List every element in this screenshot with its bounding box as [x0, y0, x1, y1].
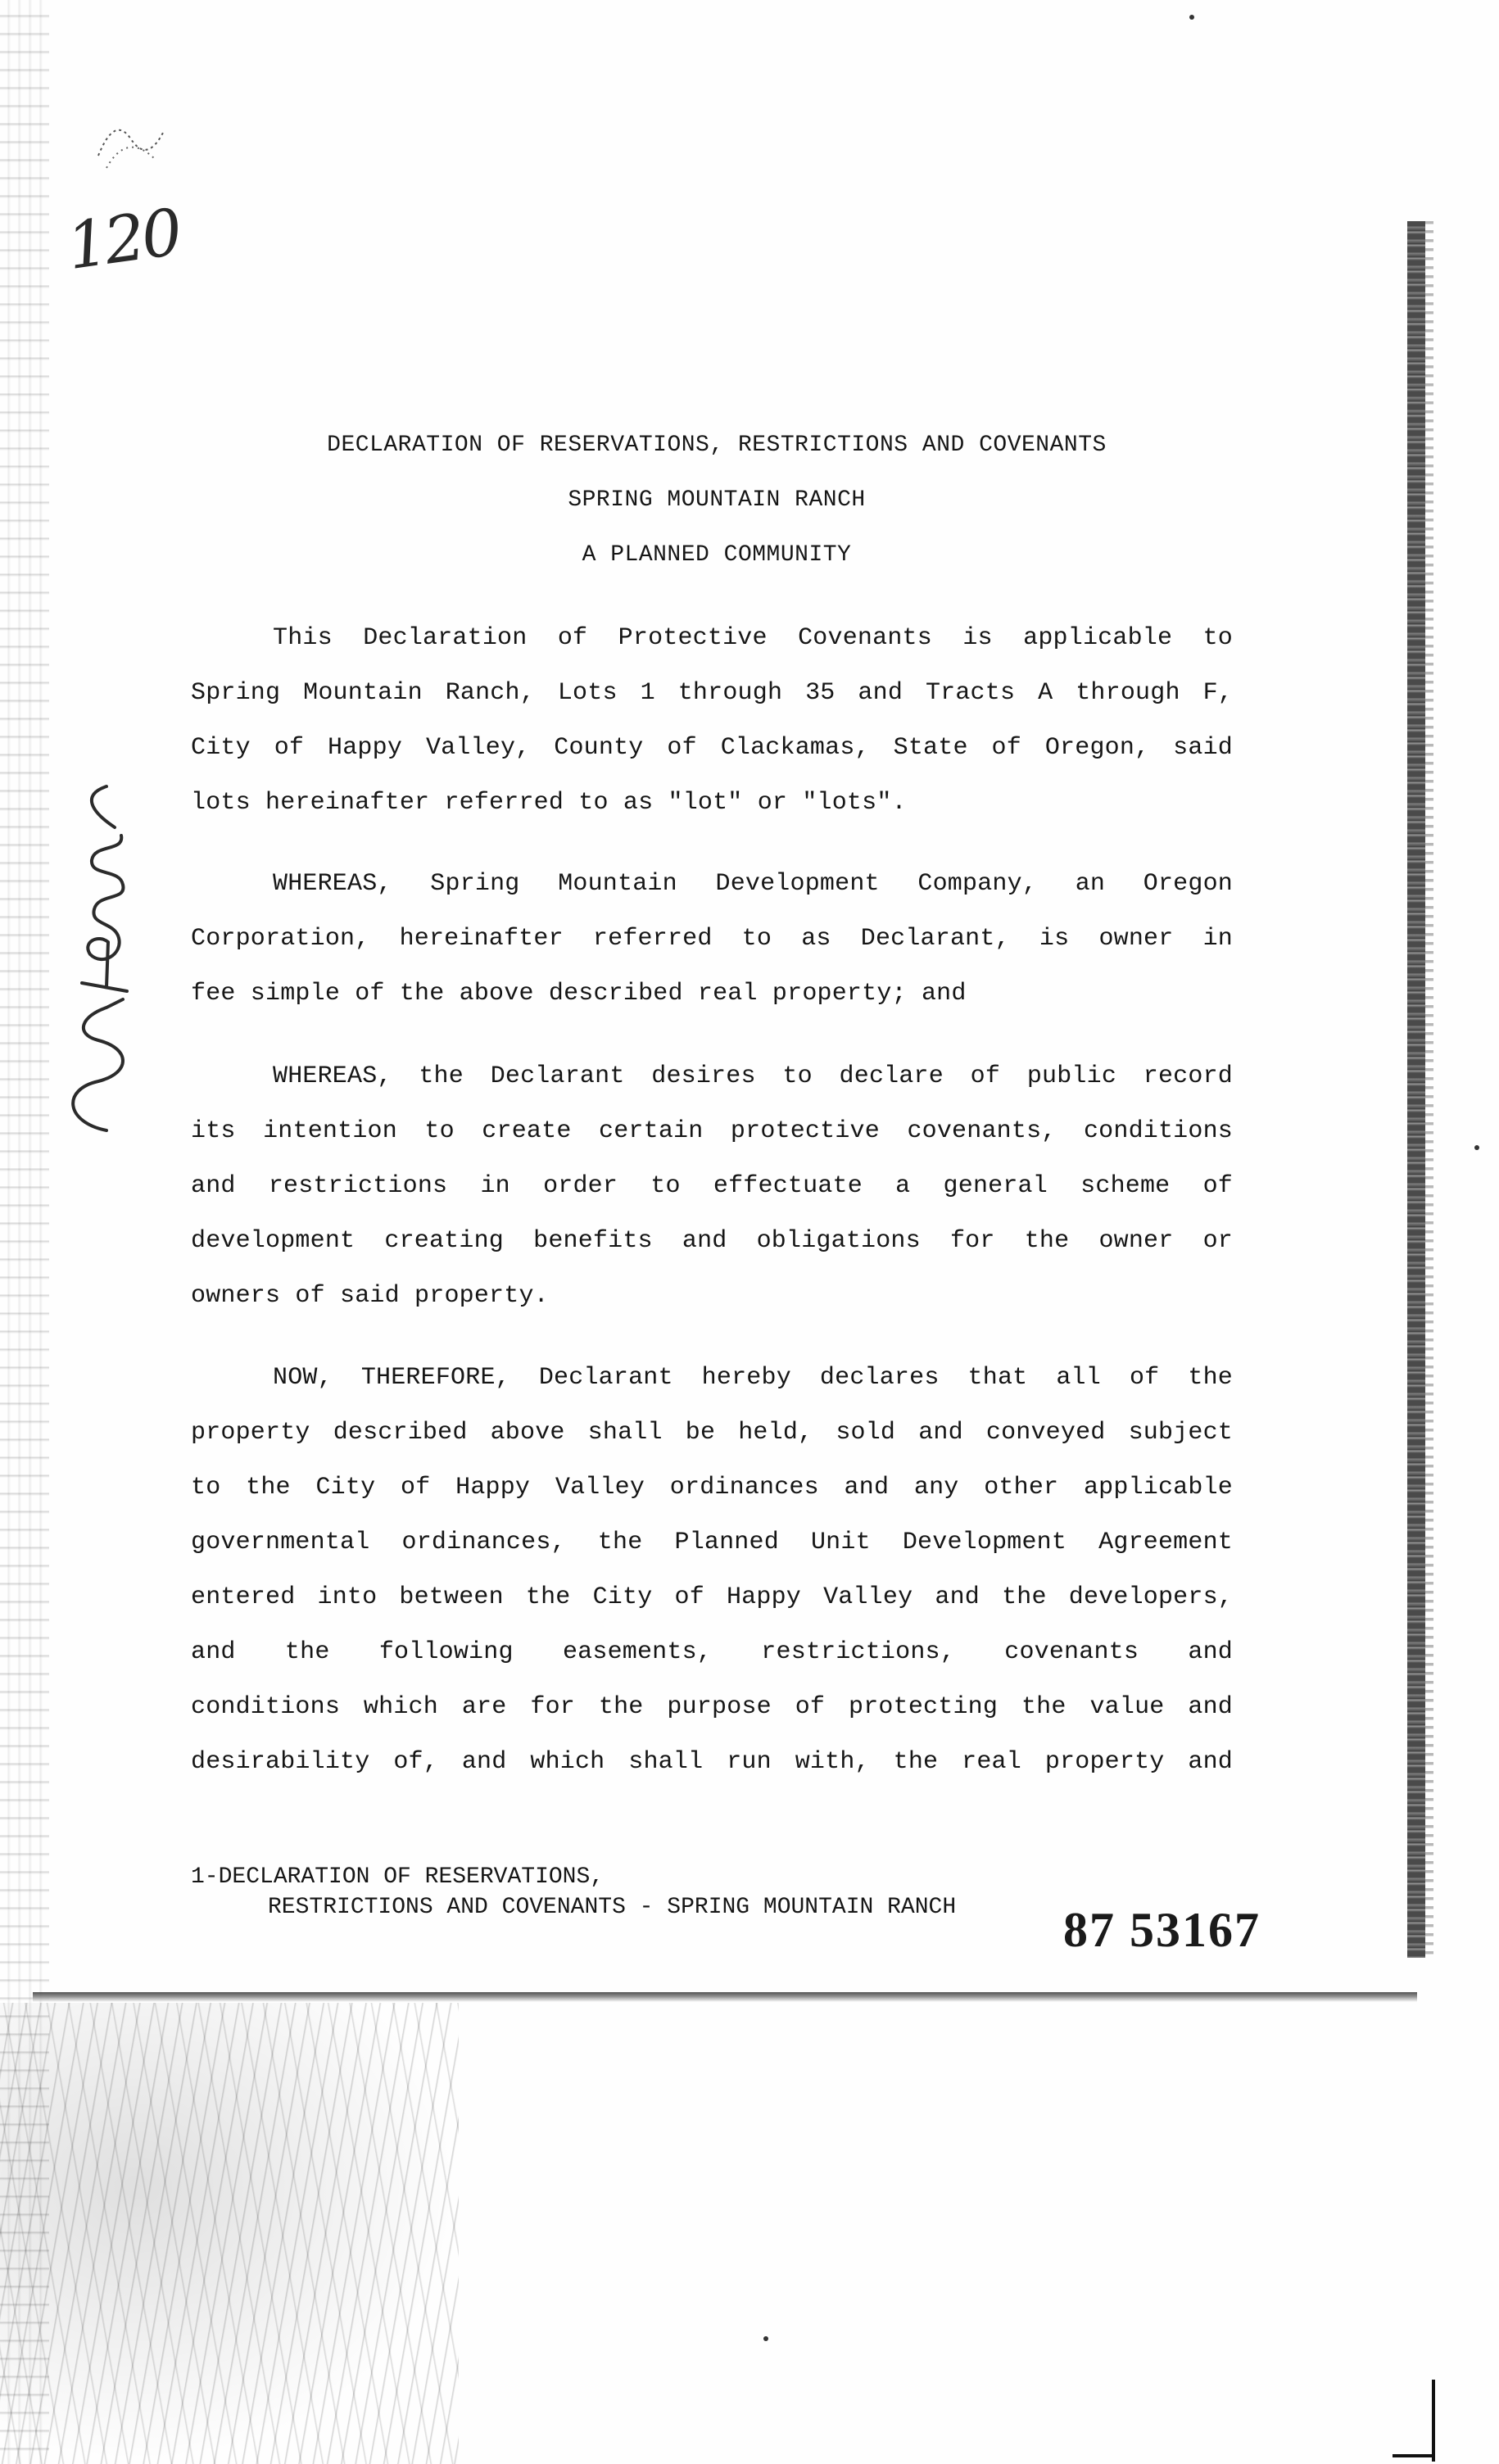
document-number-stamp: 87 53167: [1063, 1903, 1261, 1957]
document-title: DECLARATION OF RESERVATIONS, RESTRICTIONS AND COVENANTS: [327, 433, 1107, 458]
body-line: fee simple of the above described real property; and: [191, 980, 967, 1008]
corner-crop-mark-foot: [1393, 2454, 1435, 2457]
body-line: Corporation, hereinafter referred to as Declarant, is owner in: [191, 925, 1233, 953]
body-line: conditions which are for the purpose of protecting the value and: [191, 1693, 1233, 1721]
document-subtitle: SPRING MOUNTAIN RANCH: [568, 487, 866, 513]
body-line: lots hereinafter referred to as "lot" or "lots".: [191, 789, 907, 817]
footer-line-2: RESTRICTIONS AND COVENANTS - SPRING MOUNTAIN RANCH: [268, 1895, 957, 1920]
body-line: WHEREAS, the Declarant desires to declare of public record: [273, 1062, 1233, 1090]
stray-mark: [763, 2336, 768, 2341]
body-line: desirability of, and which shall run with, the real property and: [191, 1748, 1233, 1776]
body-line: development creating benefits and obligations for the owner or: [191, 1227, 1233, 1255]
handwritten-signature: [49, 778, 147, 1139]
stray-mark: [1474, 1145, 1479, 1150]
body-line: This Declaration of Protective Covenants is applicable to: [273, 624, 1233, 652]
scan-right-edge-shadow: [1425, 221, 1433, 1958]
body-line: WHEREAS, Spring Mountain Development Company, an Oregon: [273, 870, 1233, 898]
body-line: governmental ordinances, the Planned Unit Development Agreement: [191, 1529, 1233, 1556]
body-line: NOW, THEREFORE, Declarant hereby declares that all of the: [273, 1364, 1233, 1392]
body-line: owners of said property.: [191, 1282, 549, 1310]
body-line: its intention to create certain protective covenants, conditions: [191, 1117, 1233, 1145]
corner-crop-mark: [1432, 2380, 1435, 2462]
body-line: City of Happy Valley, County of Clackamas, State of Oregon, said: [191, 734, 1233, 762]
sheet-bottom-edge: [33, 1992, 1417, 2002]
body-line: entered into between the City of Happy Valley and the developers,: [191, 1583, 1233, 1611]
scan-right-edge: [1407, 221, 1425, 1958]
stray-mark: [1189, 15, 1194, 20]
document-subtitle-2: A PLANNED COMMUNITY: [582, 542, 852, 568]
footer-line-1: 1-DECLARATION OF RESERVATIONS,: [191, 1864, 605, 1890]
scan-smudge: [0, 2003, 459, 2464]
scribble-mark: [82, 106, 180, 180]
body-line: Spring Mountain Ranch, Lots 1 through 35 and Tracts A through F,: [191, 679, 1233, 707]
handwritten-page-number: 120: [62, 195, 184, 285]
body-line: property described above shall be held, sold and conveyed subject: [191, 1419, 1233, 1447]
body-line: to the City of Happy Valley ordinances and any other applicable: [191, 1474, 1233, 1502]
body-line: and the following easements, restrictions, covenants and: [191, 1638, 1233, 1666]
body-line: and restrictions in order to effectuate a general scheme of: [191, 1172, 1233, 1200]
